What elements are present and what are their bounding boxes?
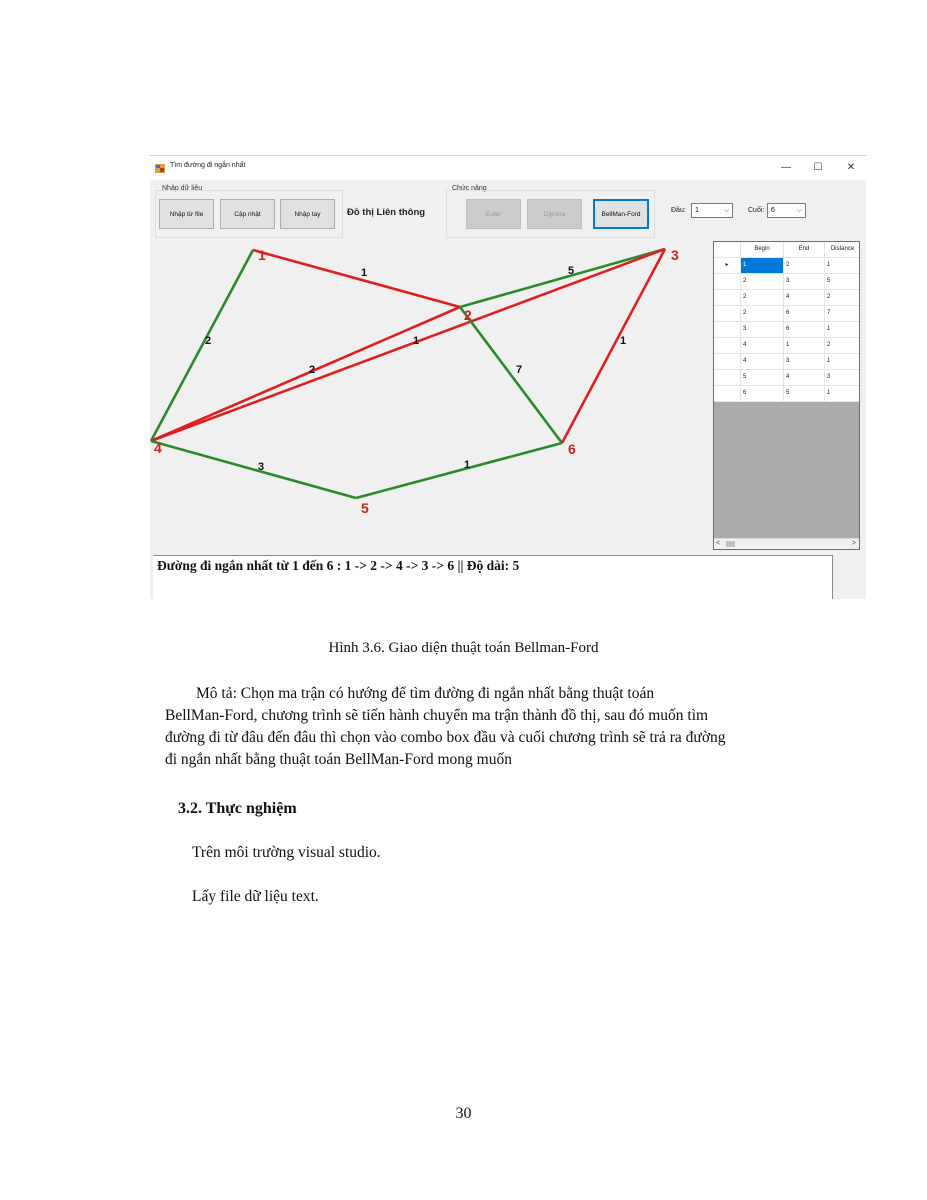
edge-data-grid[interactable] <box>713 241 860 550</box>
grid-column-header: Distance <box>825 242 860 258</box>
edge-weight-label: 1 <box>464 459 471 471</box>
input-group-label: Nhập dữ liệu <box>162 185 203 192</box>
start-combobox[interactable] <box>691 203 733 218</box>
table-row[interactable] <box>714 354 860 370</box>
app-icon <box>155 164 165 173</box>
grid-cell[interactable]: 4 <box>784 370 825 386</box>
title-bar <box>150 156 866 180</box>
grid-cell[interactable]: 2 <box>741 306 784 322</box>
edge-2-6 <box>460 307 562 443</box>
description-line: đường đi từ đâu đến đâu thì chọn vào combo box đầu và cuối chương trình sẽ trả ra đường <box>165 729 726 746</box>
table-row[interactable] <box>714 338 860 354</box>
edge-2-3 <box>460 249 665 307</box>
node-label-2: 2 <box>464 307 472 323</box>
edge-4-5 <box>151 441 356 498</box>
end-label: Cuối: <box>748 207 765 214</box>
scrollbar-thumb[interactable] <box>726 541 735 547</box>
grid-column-header: End <box>784 242 825 258</box>
row-header-arrow-icon: ▸ <box>714 258 741 274</box>
grid-cell[interactable]: 7 <box>825 306 860 322</box>
description-line: Mô tả: Chọn ma trận có hướng để tìm đường đi ngắn nhất bằng thuật toán <box>165 685 655 702</box>
edge-weight-label: 7 <box>516 364 523 376</box>
table-row[interactable] <box>714 274 860 290</box>
edge-weight-label: 2 <box>309 364 316 376</box>
table-row[interactable] <box>714 290 860 306</box>
description-line: BellMan-Ford, chương trình sẽ tiến hành chuyển ma trận thành đồ thị, sau đó muốn tìm <box>165 707 709 724</box>
grid-cell[interactable]: 4 <box>784 290 825 306</box>
row-header-arrow-icon <box>714 338 741 354</box>
grid-cell[interactable]: 1 <box>825 258 860 274</box>
graph-canvas <box>150 234 710 554</box>
edge-weight-label: 1 <box>620 335 627 347</box>
table-row[interactable] <box>714 386 860 402</box>
edge-weight-label: 2 <box>205 335 212 347</box>
description-line: đi ngắn nhất bằng thuật toán BellMan-Ford mong muốn <box>165 751 512 768</box>
grid-cell[interactable]: 5 <box>825 274 860 290</box>
grid-cell[interactable]: 5 <box>784 386 825 402</box>
node-label-6: 6 <box>568 441 576 457</box>
grid-cell[interactable]: 3 <box>784 354 825 370</box>
row-header-arrow-icon <box>714 370 741 386</box>
start-label: Đầu: <box>671 207 686 214</box>
grid-cell[interactable]: 2 <box>741 274 784 290</box>
grid-corner-header <box>714 242 741 258</box>
node-label-1: 1 <box>258 247 266 263</box>
edge-weight-label: 5 <box>568 265 575 277</box>
grid-cell[interactable]: 1 <box>741 258 784 274</box>
grid-cell[interactable]: 1 <box>825 354 860 370</box>
grid-cell[interactable]: 1 <box>825 386 860 402</box>
paragraph: Lấy file dữ liệu text. <box>192 888 319 905</box>
row-header-arrow-icon <box>714 354 741 370</box>
section-heading: 3.2. Thực nghiệm <box>178 800 297 817</box>
grid-cell[interactable]: 4 <box>741 338 784 354</box>
table-row[interactable] <box>714 370 860 386</box>
paragraph: Trên môi trường visual studio. <box>192 844 381 861</box>
edge-3-4 <box>151 249 665 441</box>
maximize-button[interactable]: ☐ <box>813 162 823 173</box>
node-label-4: 4 <box>154 440 162 456</box>
grid-cell[interactable]: 6 <box>741 386 784 402</box>
grid-cell[interactable]: 2 <box>784 258 825 274</box>
horizontal-scrollbar[interactable] <box>714 538 859 549</box>
euler-button[interactable]: Euler <box>466 199 521 229</box>
scroll-left-icon[interactable]: < <box>716 540 721 547</box>
edge-1-2 <box>253 250 460 307</box>
result-textbox[interactable]: Đường đi ngắn nhất từ 1 đến 6 : 1 -> 2 -> 4 -> 3 -> 6 || Độ dài: 5 <box>153 555 833 599</box>
edge-weight-label: 1 <box>413 335 420 347</box>
grid-cell[interactable]: 1 <box>825 322 860 338</box>
app-window <box>150 155 866 599</box>
grid-cell[interactable]: 2 <box>825 338 860 354</box>
table-row[interactable] <box>714 258 860 274</box>
close-button[interactable]: ✕ <box>846 162 856 173</box>
dijkstra-button[interactable]: Dịjkstra <box>527 199 582 229</box>
bellman-ford-button[interactable]: BellMan-Ford <box>593 199 649 229</box>
window-title: Tìm đường đi ngắn nhất <box>170 162 246 169</box>
row-header-arrow-icon <box>714 306 741 322</box>
description-paragraph <box>165 683 855 771</box>
function-group-label: Chức năng <box>452 185 487 192</box>
grid-cell[interactable]: 1 <box>784 338 825 354</box>
update-button[interactable]: Cập nhật <box>220 199 275 229</box>
chevron-down-icon: ⌵ <box>723 207 729 214</box>
table-row[interactable] <box>714 306 860 322</box>
node-label-3: 3 <box>671 247 679 263</box>
grid-cell[interactable]: 6 <box>784 306 825 322</box>
row-header-arrow-icon <box>714 386 741 402</box>
start-combobox-value: 1 <box>695 207 699 214</box>
chevron-down-icon: ⌵ <box>796 207 802 214</box>
grid-header-row <box>714 242 860 258</box>
grid-cell[interactable]: 3 <box>825 370 860 386</box>
grid-cell[interactable]: 5 <box>741 370 784 386</box>
grid-cell[interactable]: 2 <box>825 290 860 306</box>
row-header-arrow-icon <box>714 290 741 306</box>
grid-cell[interactable]: 4 <box>741 354 784 370</box>
edge-6-3 <box>562 249 665 443</box>
page-number: 30 <box>455 1105 472 1122</box>
grid-cell[interactable]: 3 <box>741 322 784 338</box>
edge-weight-label: 1 <box>361 267 368 279</box>
row-header-arrow-icon <box>714 322 741 338</box>
edge-2-4 <box>151 307 460 441</box>
edge-weight-label: 3 <box>258 461 265 473</box>
end-combobox-value: 6 <box>771 207 775 214</box>
manual-input-button[interactable]: Nhập tay <box>280 199 335 229</box>
edge-5-6 <box>356 443 562 498</box>
end-combobox[interactable] <box>767 203 806 218</box>
minimize-button[interactable]: — <box>781 162 791 173</box>
graph-title: Đồ thị Liên thông <box>347 207 426 218</box>
grid-column-header: Begin <box>741 242 784 258</box>
scroll-right-icon[interactable]: > <box>851 540 856 547</box>
grid-cell[interactable]: 3 <box>784 274 825 290</box>
table-row[interactable] <box>714 322 860 338</box>
row-header-arrow-icon <box>714 274 741 290</box>
import-file-button[interactable]: Nhập từ file <box>159 199 214 229</box>
grid-cell[interactable]: 6 <box>784 322 825 338</box>
node-label-5: 5 <box>361 500 369 516</box>
edge-4-1 <box>151 250 253 441</box>
figure-caption: Hình 3.6. Giao diện thuật toán Bellman-Ford <box>328 640 599 656</box>
grid-cell[interactable]: 2 <box>741 290 784 306</box>
